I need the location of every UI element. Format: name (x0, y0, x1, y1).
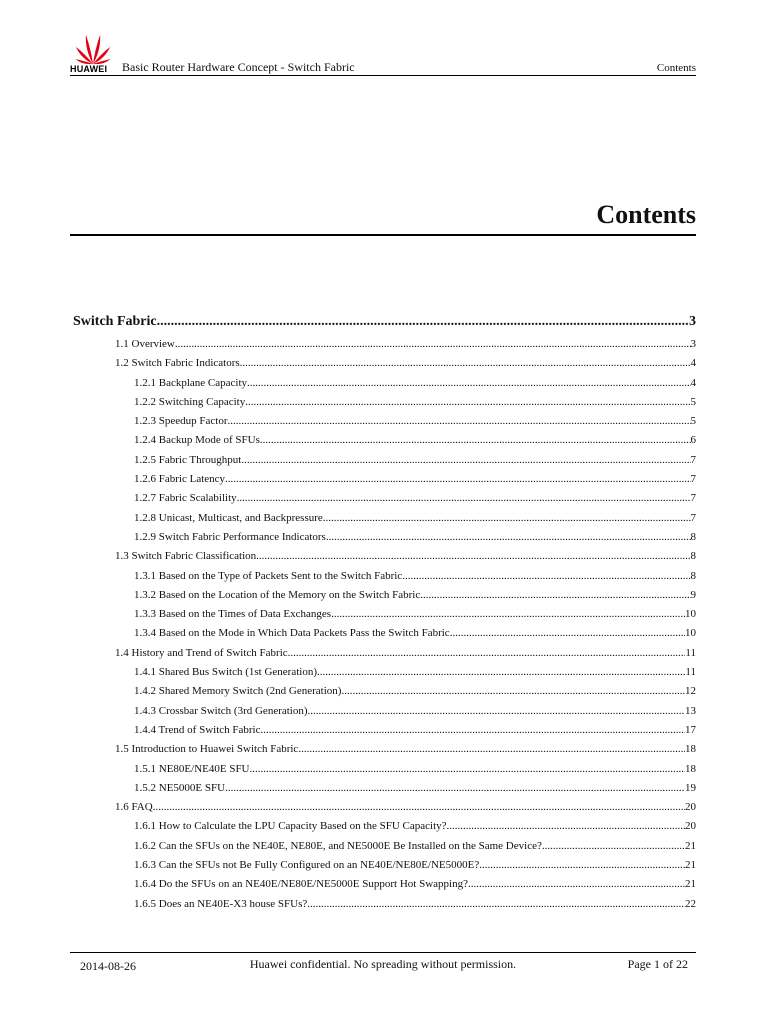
toc-entry-title: 1.2 Switch Fabric Indicators (115, 357, 240, 370)
footer-divider (70, 952, 696, 953)
toc-entry-page: 4 (690, 357, 696, 370)
toc-entry-title: 1.2.8 Unicast, Multicast, and Backpressure (134, 511, 323, 524)
toc-entry-page: 20 (685, 820, 696, 833)
toc-entry-page: 21 (685, 878, 696, 891)
toc-entry[interactable] (70, 509, 696, 528)
page-title: Contents (596, 200, 696, 229)
toc-entry-page: 6 (690, 434, 696, 447)
toc-leader-dots (468, 875, 685, 894)
toc-entry-page: 5 (690, 395, 696, 408)
toc-entry-title: 1.6.1 How to Calculate the LPU Capacity Based on the SFU Capacity? (134, 820, 447, 833)
toc-entry-title: 1.4.4 Trend of Switch Fabric (134, 723, 261, 736)
toc-entry[interactable] (70, 837, 696, 856)
toc-entry-page: 3 (689, 314, 696, 329)
toc-leader-dots (157, 309, 689, 335)
footer-page-number: Page 1 of 22 (627, 957, 688, 971)
toc-leader-dots (331, 605, 685, 624)
toc-entry-page: 7 (690, 511, 696, 524)
toc-entry-title: 1.2.3 Speedup Factor (134, 415, 228, 428)
toc-entry-title: 1.2.7 Fabric Scalability (134, 492, 237, 505)
toc-entry-title: 1.3 Switch Fabric Classification (115, 550, 257, 563)
toc-leader-dots (225, 470, 690, 489)
toc-entry-title: 1.5 Introduction to Huawei Switch Fabric (115, 743, 299, 756)
toc-leader-dots (225, 779, 685, 798)
toc-entry[interactable] (70, 682, 696, 701)
toc-entry-page: 21 (685, 839, 696, 852)
toc-leader-dots (341, 682, 685, 701)
toc-entry[interactable] (70, 470, 696, 489)
toc-entry-title: 1.4.2 Shared Memory Switch (2nd Generation) (134, 685, 342, 698)
toc-entry-page: 4 (690, 376, 696, 389)
toc-leader-dots (153, 798, 685, 817)
toc-entry-title: 1.2.5 Fabric Throughput (134, 453, 242, 466)
toc-leader-dots (261, 721, 686, 740)
toc-leader-dots (250, 760, 686, 779)
toc-entry-page: 8 (690, 530, 696, 543)
toc-entry[interactable] (70, 702, 696, 721)
toc-entry-page: 19 (685, 781, 696, 794)
toc-leader-dots (450, 624, 685, 643)
toc-entry[interactable] (70, 412, 696, 431)
document-title: Basic Router Hardware Concept - Switch Fabric (122, 60, 355, 74)
toc-entry-title: 1.3.4 Based on the Mode in Which Data Packets Pass the Switch Fabric (134, 627, 450, 640)
toc-entry[interactable] (70, 817, 696, 836)
toc-entry[interactable] (70, 644, 696, 663)
toc-entry-page: 21 (685, 859, 696, 872)
toc-entry[interactable] (70, 567, 696, 586)
toc-entry[interactable] (70, 451, 696, 470)
toc-entry[interactable] (70, 779, 696, 798)
toc-leader-dots (288, 644, 686, 663)
header-section-label: Contents (656, 62, 696, 74)
toc-leader-dots (240, 354, 691, 373)
toc-entry-title: 1.2.4 Backup Mode of SFUs (134, 434, 260, 447)
title-divider (70, 234, 696, 236)
toc-entry[interactable] (70, 586, 696, 605)
toc-leader-dots (542, 837, 685, 856)
toc-entry-page: 8 (690, 569, 696, 582)
toc-entry-title: 1.5.2 NE5000E SFU (134, 781, 226, 794)
logo-wordmark: HUAWEI (70, 64, 108, 74)
toc-leader-dots (323, 509, 691, 528)
toc-entry[interactable] (70, 393, 696, 412)
toc-entry-title: 1.3.2 Based on the Location of the Memory on the Switch Fabric (134, 588, 421, 601)
toc-leader-dots (402, 567, 690, 586)
toc-entry-page: 18 (685, 762, 696, 775)
toc-entry-title: 1.6.3 Can the SFUs not Be Fully Configured on an NE40E/NE80E/NE5000E? (134, 859, 480, 872)
toc-entry-page: 7 (690, 473, 696, 486)
toc-entry-title: 1.2.9 Switch Fabric Performance Indicators (134, 530, 326, 543)
toc-entry[interactable] (70, 605, 696, 624)
footer-confidentiality: Huawei confidential. No spreading without permission. (249, 957, 517, 971)
toc-leader-dots (241, 451, 690, 470)
toc-entry-title: 1.6.4 Do the SFUs on an NE40E/NE80E/NE5000E Support Hot Swapping? (134, 878, 468, 891)
toc-entry-title: 1.3.1 Based on the Type of Packets Sent to the Switch Fabric (134, 569, 403, 582)
toc-leader-dots (175, 335, 691, 354)
toc-entry-title: 1.4 History and Trend of Switch Fabric (115, 646, 288, 659)
toc-leader-dots (479, 856, 685, 875)
toc-entry[interactable] (70, 489, 696, 508)
toc-leader-dots (447, 817, 685, 836)
toc-entry[interactable] (70, 760, 696, 779)
header-divider (70, 75, 696, 76)
toc-entry-title: 1.1 Overview (115, 338, 175, 350)
toc-entry[interactable] (70, 798, 696, 817)
toc-entry-page: 11 (685, 666, 696, 679)
toc-entry-page: 7 (690, 453, 696, 466)
toc-entry-page: 13 (685, 704, 696, 717)
toc-leader-dots (256, 547, 690, 566)
toc-leader-dots (227, 412, 690, 431)
toc-entry-page: 20 (685, 801, 696, 814)
toc-entry-page: 22 (685, 897, 696, 910)
toc-entry-title: 1.4.1 Shared Bus Switch (1st Generation) (134, 666, 317, 679)
toc-entry[interactable] (70, 740, 696, 759)
toc-leader-dots (298, 740, 685, 759)
toc-leader-dots (237, 489, 691, 508)
toc-entry[interactable] (70, 528, 696, 547)
toc-entry-page: 18 (685, 743, 696, 756)
toc-leader-dots (308, 702, 685, 721)
toc-entry[interactable] (70, 895, 696, 914)
toc-entry-page: 11 (685, 646, 696, 659)
toc-entry-title: 1.2.2 Switching Capacity (134, 395, 246, 408)
toc-entry-page: 7 (690, 492, 696, 505)
table-of-contents (70, 309, 696, 914)
toc-entry-title: 1.6.5 Does an NE40E-X3 house SFUs? (134, 897, 308, 910)
toc-entry-page: 8 (690, 550, 696, 563)
toc-entry-page: 10 (685, 627, 696, 640)
toc-entry[interactable] (70, 354, 696, 373)
toc-entry[interactable] (70, 624, 696, 643)
toc-leader-dots (317, 663, 685, 682)
toc-entry-title: 1.2.1 Backplane Capacity (134, 376, 248, 389)
toc-entry[interactable] (70, 309, 696, 335)
toc-entry[interactable] (70, 547, 696, 566)
toc-leader-dots (260, 431, 691, 450)
footer-date: 2014-08-26 (80, 959, 136, 973)
toc-entry-title: 1.5.1 NE80E/NE40E SFU (134, 762, 250, 775)
toc-entry-title: Switch Fabric (73, 314, 157, 329)
toc-entry[interactable] (70, 721, 696, 740)
toc-leader-dots (307, 895, 685, 914)
toc-entry[interactable] (70, 856, 696, 875)
toc-leader-dots (245, 393, 690, 412)
toc-leader-dots (420, 586, 690, 605)
toc-entry[interactable] (70, 663, 696, 682)
toc-entry-title: 1.2.6 Fabric Latency (134, 473, 226, 486)
toc-leader-dots (247, 374, 690, 393)
toc-entry-page: 12 (685, 685, 696, 698)
toc-entry-title: 1.3.3 Based on the Times of Data Exchanges (134, 608, 332, 621)
page-header (70, 28, 696, 76)
toc-leader-dots (326, 528, 691, 547)
toc-entry-title: 1.4.3 Crossbar Switch (3rd Generation) (134, 704, 308, 717)
toc-entry-page: 9 (690, 588, 696, 601)
toc-entry-page: 3 (690, 338, 696, 350)
toc-entry[interactable] (70, 431, 696, 450)
toc-entry-page: 17 (685, 723, 696, 736)
toc-entry[interactable] (70, 374, 696, 393)
toc-entry[interactable] (70, 875, 696, 894)
toc-entry-title: 1.6.2 Can the SFUs on the NE40E, NE80E, and NE5000E Be Installed on the Same Device? (134, 839, 542, 852)
toc-entry-title: 1.6 FAQ (115, 801, 153, 814)
toc-entry-page: 10 (685, 608, 696, 621)
toc-entry-page: 5 (690, 415, 696, 428)
toc-entry[interactable] (70, 335, 696, 354)
